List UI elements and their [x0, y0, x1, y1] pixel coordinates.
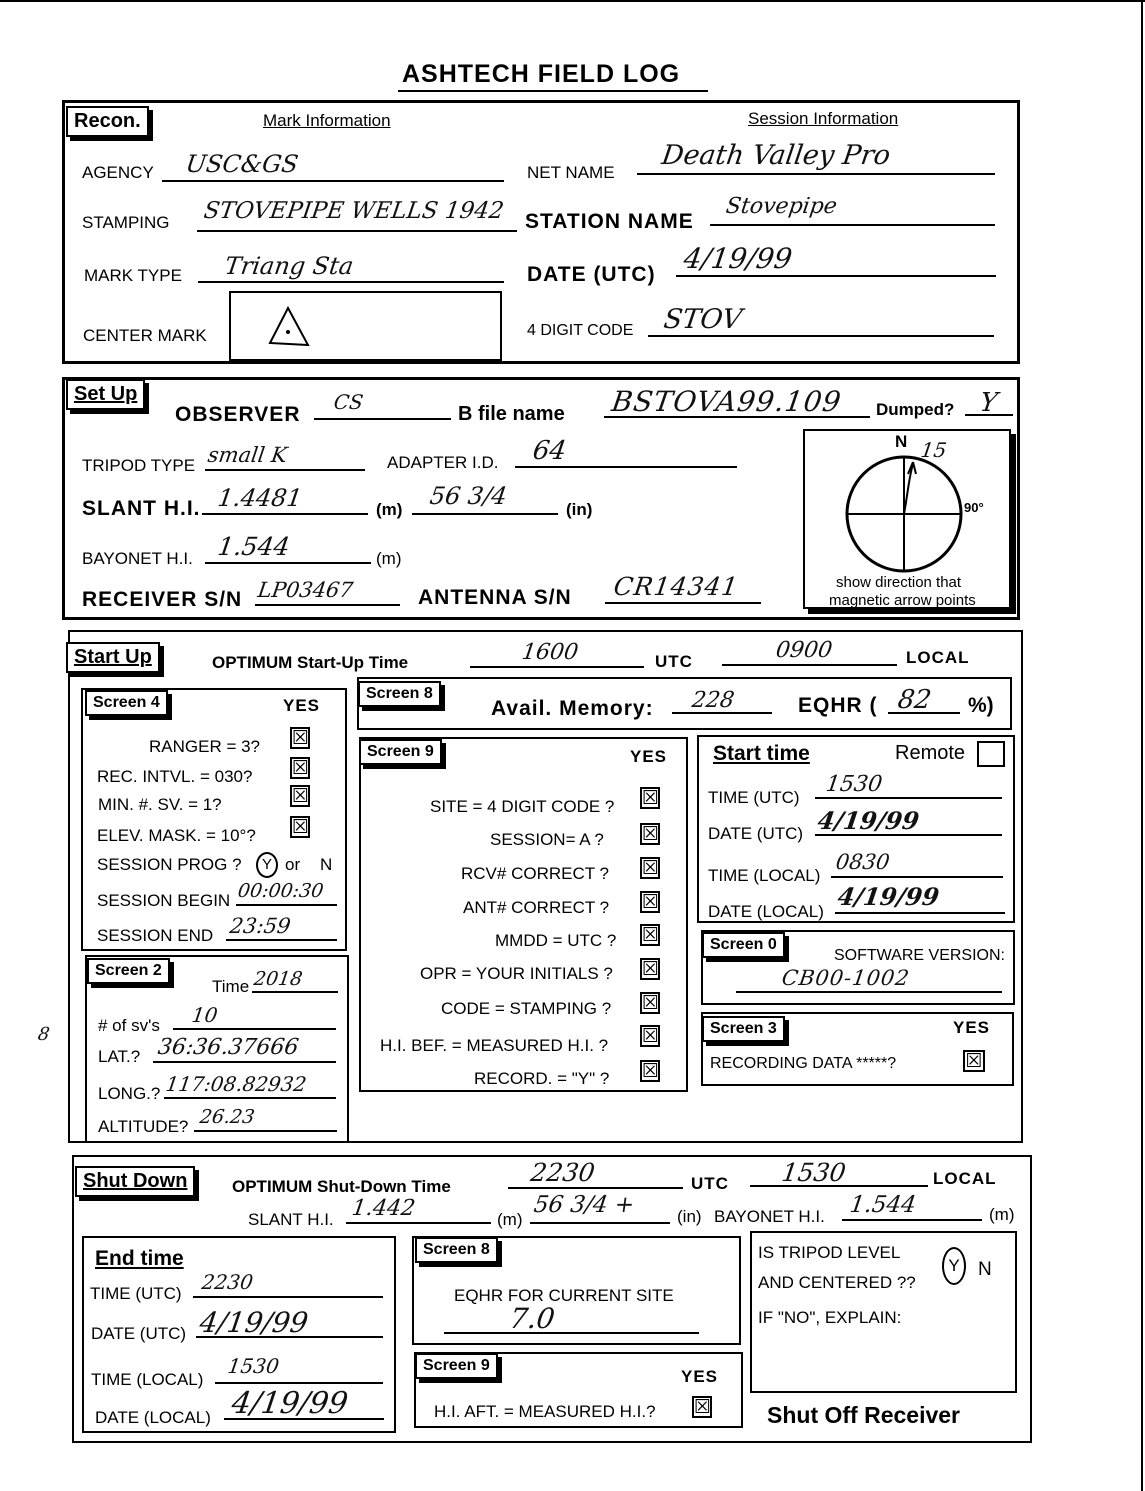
end-time-heading: End time: [95, 1247, 184, 1270]
eqhr-current-line: [444, 1332, 699, 1334]
stamping-label: STAMPING: [82, 213, 170, 232]
screen4-check-2[interactable]: ☒: [292, 785, 310, 807]
startup-local-line: [722, 664, 897, 666]
slant-m-label: (m): [376, 500, 403, 519]
screen9-yes: YES: [630, 747, 668, 766]
title-underline: [398, 90, 708, 92]
screen9-check-7[interactable]: ☒: [642, 1025, 660, 1047]
start-time-local-value: 0830: [834, 850, 892, 874]
start-time-utc-line: [815, 797, 1002, 799]
shutdown-utc-line: [508, 1187, 683, 1189]
session-prog-y-circled[interactable]: Y: [256, 852, 278, 878]
screen2-tab: Screen 2: [87, 958, 170, 984]
dumped-label: Dumped?: [876, 400, 955, 419]
screen9-check-3[interactable]: ☒: [642, 891, 660, 913]
recording-data-label: RECORDING DATA *****?: [710, 1055, 897, 1072]
start-time-local-label: TIME (LOCAL): [708, 866, 821, 885]
agency-line: [162, 180, 504, 182]
start-date-local-value: 4/19/99: [835, 882, 942, 911]
agency-value: USC&GS: [184, 150, 300, 178]
tripod-explain-label: IF "NO", EXPLAIN:: [758, 1308, 902, 1327]
slant-hi-label: SLANT H.I.: [82, 497, 201, 520]
start-time-heading: Start time: [713, 742, 810, 765]
antenna-line: [605, 602, 761, 604]
session-begin-label: SESSION BEGIN: [97, 891, 231, 910]
compass-circle-icon: [842, 452, 966, 576]
shutdown-tab: Shut Down: [75, 1166, 195, 1197]
compass-n-label: N: [895, 432, 908, 451]
digit-code-line: [648, 335, 994, 337]
eqhr-current-label: EQHR FOR CURRENT SITE: [454, 1286, 674, 1305]
page-title: ASHTECH FIELD LOG: [402, 60, 681, 88]
sv-value: 10: [190, 1003, 220, 1027]
start-date-utc-value: 4/19/99: [815, 806, 922, 835]
lat-line: [153, 1061, 336, 1063]
shutdown-bayonet-label: BAYONET H.I.: [714, 1207, 825, 1226]
shutdown-utc-label: UTC: [691, 1174, 729, 1193]
end-time-utc-value: 2230: [200, 1270, 255, 1294]
screen4-yes: YES: [283, 696, 321, 715]
station-name-label: STATION NAME: [525, 210, 694, 233]
compass-caption-1: show direction that: [836, 574, 962, 591]
end-time-utc-label: TIME (UTC): [90, 1284, 182, 1303]
long-line: [164, 1097, 336, 1099]
shutdown-bayonet-value: 1.544: [848, 1192, 918, 1218]
right-border: [1141, 0, 1143, 1491]
screen4-item-3: ELEV. MASK. = 10°?: [97, 826, 256, 845]
bayonet-value: 1.544: [215, 532, 292, 561]
tripod-type-label: TRIPOD TYPE: [82, 456, 196, 475]
start-date-local-line: [835, 912, 1005, 914]
compass-caption-2: magnetic arrow points: [829, 592, 976, 609]
start-time-local-line: [831, 876, 1003, 878]
shutdown-screen8-tab: Screen 8: [415, 1237, 498, 1263]
antenna-value: CR14341: [611, 572, 741, 601]
receiver-line: [255, 604, 400, 606]
sv-line: [173, 1028, 336, 1030]
net-name-label: NET NAME: [527, 163, 615, 182]
screen9-item-7: H.I. BEF. = MEASURED H.I. ?: [380, 1036, 609, 1055]
recon-tab: Recon.: [66, 106, 149, 137]
shutdown-in-label: (in): [677, 1207, 702, 1226]
end-time-local-label: TIME (LOCAL): [91, 1370, 204, 1389]
end-time-utc-line: [193, 1296, 383, 1298]
session-begin-line: [236, 904, 337, 906]
station-name-line: [710, 224, 995, 226]
slant-in-label: (in): [566, 500, 593, 519]
triangle-mark-icon: [266, 305, 312, 349]
end-time-local-value: 1530: [226, 1354, 281, 1378]
screen9-check-5[interactable]: ☒: [642, 958, 660, 980]
tripod-n[interactable]: N: [978, 1259, 992, 1280]
center-mark-label: CENTER MARK: [83, 326, 207, 345]
end-date-local-label: DATE (LOCAL): [95, 1408, 211, 1427]
screen4-check-3[interactable]: ☒: [292, 816, 310, 838]
session-prog-label: SESSION PROG ?: [97, 855, 242, 874]
screen4-check-1[interactable]: ☒: [292, 757, 310, 779]
slant-in-value: 56 3/4: [428, 482, 509, 510]
shutdown-m-label: (m): [497, 1210, 523, 1229]
net-name-value: Death Valley Pro: [659, 140, 893, 171]
screen9-check-6[interactable]: ☒: [642, 992, 660, 1014]
slant-hi-line: [202, 513, 368, 515]
shutdown-optimum-label: OPTIMUM Shut-Down Time: [232, 1177, 451, 1196]
tripod-level-line2: AND CENTERED ??: [758, 1273, 916, 1292]
top-border: [0, 0, 1145, 2]
dumped-value: Y: [977, 388, 1000, 418]
startup-optimum-label: OPTIMUM Start-Up Time: [212, 653, 409, 672]
start-date-local-label: DATE (LOCAL): [708, 902, 824, 921]
mark-type-line: [198, 281, 504, 283]
screen0-tab: Screen 0: [702, 932, 785, 958]
end-time-local-line: [215, 1382, 383, 1384]
shutdown-in-value: 56 3/4 +: [532, 1192, 637, 1218]
screen9-check-4[interactable]: ☒: [642, 924, 660, 946]
screen9-item-6: CODE = STAMPING ?: [441, 999, 612, 1018]
shutdown-screen9-tab: Screen 9: [415, 1353, 498, 1379]
date-utc-label: DATE (UTC): [527, 263, 656, 286]
remote-label: Remote: [895, 742, 966, 764]
startup-utc-label: UTC: [655, 652, 693, 671]
stamping-line: [197, 230, 517, 232]
recording-data-check[interactable]: ☒: [963, 1050, 985, 1072]
session-end-line: [226, 939, 337, 941]
screen9-item-8: RECORD. = "Y" ?: [474, 1069, 610, 1088]
long-value: 117:08.82932: [164, 1072, 309, 1096]
start-date-utc-label: DATE (UTC): [708, 824, 804, 843]
eqhr-end: %): [968, 694, 994, 717]
startup-tab: Start Up: [66, 642, 160, 673]
receiver-label: RECEIVER S/N: [82, 588, 243, 611]
avail-memory-label: Avail. Memory:: [491, 697, 654, 720]
sv-label: # of sv's: [98, 1016, 160, 1035]
date-utc-value: 4/19/99: [681, 242, 795, 275]
screen2-time-line: [252, 991, 338, 993]
screen4-check-0[interactable]: ☒: [292, 727, 310, 749]
tripod-type-value: small K: [206, 443, 289, 467]
screen9-check-8[interactable]: ☒: [642, 1060, 660, 1082]
shutdown-in-line: [530, 1222, 670, 1224]
shutdown-local-value: 1530: [779, 1158, 848, 1187]
avail-memory-value: 228: [690, 688, 736, 713]
screen3-tab: Screen 3: [702, 1016, 785, 1042]
screen9-item-5: OPR = YOUR INITIALS ?: [420, 964, 613, 983]
net-name-line: [637, 173, 995, 175]
startup-local-label: LOCAL: [906, 648, 970, 667]
screen9-item-1: SESSION= A ?: [490, 830, 604, 849]
bayonet-line: [205, 562, 371, 564]
eqhr-label: EQHR (: [798, 694, 878, 717]
software-version-label: SOFTWARE VERSION:: [834, 947, 1005, 964]
shutdown-slant-line: [346, 1222, 491, 1224]
shutdown-utc-value: 2230: [528, 1158, 597, 1187]
mark-info-heading: Mark Information: [263, 111, 391, 130]
shutdown-local-label: LOCAL: [933, 1169, 997, 1188]
digit-code-value: STOV: [661, 304, 744, 335]
screen2-time-label: Time: [212, 977, 250, 996]
software-version-value: CB00-1002: [780, 966, 912, 990]
slant-in-line: [412, 513, 558, 515]
startup-utc-value: 1600: [520, 640, 580, 665]
software-version-line: [736, 991, 1002, 993]
slant-hi-value: 1.4481: [216, 484, 304, 512]
eqhr-value: 82: [895, 685, 934, 715]
compass-90-label: 90°: [964, 500, 984, 515]
screen3-yes: YES: [953, 1018, 991, 1037]
session-prog-or: or: [285, 855, 301, 874]
setup-tab: Set Up: [66, 379, 145, 410]
receiver-value: LP03467: [256, 578, 355, 602]
shutdown-screen9-yes: YES: [681, 1367, 719, 1386]
lat-value: 36:36.37666: [156, 1035, 301, 1060]
tripod-y-circled[interactable]: Y: [942, 1247, 966, 1285]
screen4-item-0: RANGER = 3?: [149, 737, 261, 756]
adapter-label: ADAPTER I.D.: [387, 453, 499, 472]
screen9-item-3: ANT# CORRECT ?: [463, 898, 610, 917]
altitude-label: ALTITUDE?: [98, 1117, 189, 1136]
agency-label: AGENCY: [82, 163, 154, 182]
observer-line: [314, 418, 451, 420]
date-utc-line: [676, 275, 996, 277]
screen9-tab: Screen 9: [359, 739, 442, 765]
screen4-item-1: REC. INTVL. = 030?: [97, 767, 253, 786]
digit-code-label: 4 DIGIT CODE: [527, 322, 634, 339]
hi-aft-check[interactable]: ☒: [694, 1396, 712, 1418]
tripod-level-line1: IS TRIPOD LEVEL: [758, 1243, 901, 1262]
end-date-utc-value: 4/19/99: [197, 1306, 311, 1339]
screen9-item-2: RCV# CORRECT ?: [461, 864, 609, 883]
long-label: LONG.?: [98, 1084, 161, 1103]
mark-type-value: Triang Sta: [223, 252, 356, 280]
start-time-utc-value: 1530: [824, 772, 884, 797]
stamping-value: STOVEPIPE WELLS 1942: [202, 198, 506, 224]
screen9-item-0: SITE = 4 DIGIT CODE ?: [430, 797, 615, 816]
screen4-tab: Screen 4: [85, 690, 168, 716]
bayonet-label: BAYONET H.I.: [82, 549, 193, 568]
shutdown-slant-label: SLANT H.I.: [248, 1210, 334, 1229]
tripod-type-line: [205, 469, 365, 471]
screen9-check-1[interactable]: ☒: [642, 823, 660, 845]
screen9-item-4: MMDD = UTC ?: [495, 931, 617, 950]
bayonet-m-label: (m): [376, 549, 402, 568]
shut-off-receiver: Shut Off Receiver: [767, 1402, 960, 1428]
altitude-line: [194, 1130, 337, 1132]
screen9-check-0[interactable]: ☒: [642, 787, 660, 809]
session-begin-value: 00:00:30: [236, 880, 325, 902]
remote-checkbox[interactable]: [977, 741, 1005, 767]
shutdown-slant-value: 1.442: [350, 1196, 417, 1221]
startup-local-value: 0900: [774, 638, 834, 663]
session-info-heading: Session Information: [748, 109, 899, 128]
hi-aft-label: H.I. AFT. = MEASURED H.I.?: [434, 1402, 656, 1421]
adapter-value: 64: [530, 436, 569, 466]
session-end-value: 23:59: [228, 914, 293, 938]
startup-utc-line: [470, 666, 644, 668]
session-prog-n[interactable]: N: [320, 855, 333, 874]
start-time-utc-label: TIME (UTC): [708, 788, 800, 807]
compass-reading: 15: [919, 438, 949, 462]
eqhr-current-value: 7.0: [507, 1302, 557, 1335]
margin-mark: 8: [36, 1024, 51, 1045]
end-date-utc-label: DATE (UTC): [91, 1324, 187, 1343]
screen2-time-value: 2018: [252, 968, 304, 990]
session-end-label: SESSION END: [97, 926, 214, 945]
shutdown-bayonet-line: [842, 1219, 982, 1221]
screen8-tab: Screen 8: [358, 681, 441, 707]
altitude-value: 26.23: [198, 1106, 256, 1128]
observer-label: OBSERVER: [175, 403, 301, 426]
end-date-local-value: 4/19/99: [229, 1386, 351, 1421]
adapter-line: [515, 466, 737, 468]
station-name-value: Stovepipe: [724, 194, 839, 219]
lat-label: LAT.?: [98, 1047, 141, 1066]
observer-value: CS: [332, 390, 365, 414]
mark-type-label: MARK TYPE: [84, 266, 182, 285]
screen4-item-2: MIN. #. SV. = 1?: [98, 795, 222, 814]
bfile-label: B file name: [458, 403, 565, 425]
screen9-check-2[interactable]: ☒: [642, 857, 660, 879]
shutdown-bm-label: (m): [989, 1205, 1015, 1224]
antenna-label: ANTENNA S/N: [418, 586, 572, 609]
bfile-value: BSTOVA99.109: [609, 385, 844, 418]
